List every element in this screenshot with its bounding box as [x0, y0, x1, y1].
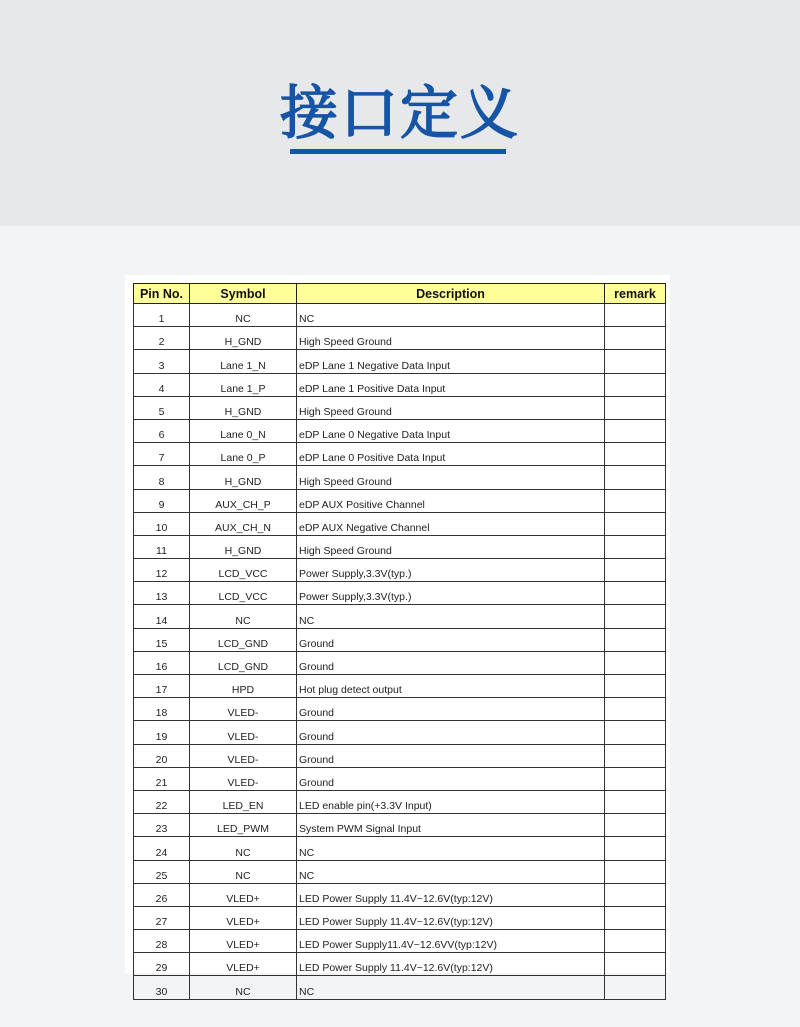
- symbol-cell: LCD_GND: [190, 628, 297, 651]
- pin-cell: 28: [134, 930, 190, 953]
- symbol-cell: LED_EN: [190, 790, 297, 813]
- symbol-cell: VLED+: [190, 953, 297, 976]
- remark-cell: [605, 860, 666, 883]
- header-pin-no: Pin No.: [134, 284, 190, 304]
- remark-cell: [605, 512, 666, 535]
- pin-cell: 23: [134, 814, 190, 837]
- remark-cell: [605, 930, 666, 953]
- table-row: [134, 675, 666, 698]
- remark-cell: [605, 350, 666, 373]
- table-row: [134, 628, 666, 651]
- table-row: [134, 814, 666, 837]
- table-row: [134, 327, 666, 350]
- symbol-cell: AUX_CH_N: [190, 512, 297, 535]
- pin-cell: 3: [134, 350, 190, 373]
- description-cell: Ground: [297, 698, 605, 721]
- description-cell: LED Power Supply 11.4V~12.6V(typ:12V): [297, 883, 605, 906]
- table-row: [134, 373, 666, 396]
- description-cell: NC: [297, 860, 605, 883]
- pin-cell: 14: [134, 605, 190, 628]
- table-row: [134, 396, 666, 419]
- table-row: [134, 419, 666, 442]
- pin-cell: 13: [134, 582, 190, 605]
- pin-cell: 18: [134, 698, 190, 721]
- symbol-cell: H_GND: [190, 396, 297, 419]
- symbol-cell: Lane 0_P: [190, 443, 297, 466]
- remark-cell: [605, 675, 666, 698]
- table-row: [134, 559, 666, 582]
- remark-cell: [605, 419, 666, 442]
- pin-cell: 6: [134, 419, 190, 442]
- table-row: [134, 582, 666, 605]
- header-remark: remark: [605, 284, 666, 304]
- pin-cell: 4: [134, 373, 190, 396]
- symbol-cell: NC: [190, 304, 297, 327]
- description-cell: LED Power Supply11.4V~12.6VV(typ:12V): [297, 930, 605, 953]
- remark-cell: [605, 489, 666, 512]
- remark-cell: [605, 976, 666, 999]
- pin-cell: 7: [134, 443, 190, 466]
- symbol-cell: VLED+: [190, 883, 297, 906]
- pin-cell: 19: [134, 721, 190, 744]
- description-cell: High Speed Ground: [297, 535, 605, 558]
- remark-cell: [605, 466, 666, 489]
- remark-cell: [605, 767, 666, 790]
- header-banner: [0, 0, 800, 226]
- pin-cell: 20: [134, 744, 190, 767]
- remark-cell: [605, 582, 666, 605]
- symbol-cell: VLED+: [190, 906, 297, 929]
- table-row: [134, 443, 666, 466]
- pin-cell: 10: [134, 512, 190, 535]
- symbol-cell: VLED+: [190, 930, 297, 953]
- remark-cell: [605, 721, 666, 744]
- table-row: [134, 860, 666, 883]
- remark-cell: [605, 906, 666, 929]
- description-cell: eDP AUX Negative Channel: [297, 512, 605, 535]
- pin-cell: 30: [134, 976, 190, 999]
- symbol-cell: Lane 1_P: [190, 373, 297, 396]
- table-row: [134, 535, 666, 558]
- symbol-cell: LED_PWM: [190, 814, 297, 837]
- description-cell: LED Power Supply 11.4V~12.6V(typ:12V): [297, 953, 605, 976]
- description-cell: eDP Lane 0 Negative Data Input: [297, 419, 605, 442]
- pin-cell: 22: [134, 790, 190, 813]
- pin-cell: 24: [134, 837, 190, 860]
- remark-cell: [605, 559, 666, 582]
- remark-cell: [605, 698, 666, 721]
- symbol-cell: NC: [190, 837, 297, 860]
- description-cell: Ground: [297, 721, 605, 744]
- remark-cell: [605, 837, 666, 860]
- symbol-cell: Lane 1_N: [190, 350, 297, 373]
- pin-cell: 26: [134, 883, 190, 906]
- table-row: [134, 605, 666, 628]
- pin-table-sheet: [125, 275, 670, 998]
- pin-cell: 9: [134, 489, 190, 512]
- table-row: [134, 767, 666, 790]
- pin-cell: 17: [134, 675, 190, 698]
- description-cell: Ground: [297, 744, 605, 767]
- pin-cell: 11: [134, 535, 190, 558]
- table-row: [134, 721, 666, 744]
- symbol-cell: NC: [190, 976, 297, 999]
- description-cell: Ground: [297, 767, 605, 790]
- pin-cell: 29: [134, 953, 190, 976]
- pin-cell: 15: [134, 628, 190, 651]
- symbol-cell: LCD_GND: [190, 651, 297, 674]
- remark-cell: [605, 373, 666, 396]
- table-row: [134, 953, 666, 976]
- table-row: [134, 790, 666, 813]
- pin-cell: 27: [134, 906, 190, 929]
- remark-cell: [605, 443, 666, 466]
- remark-cell: [605, 605, 666, 628]
- table-row: [134, 930, 666, 953]
- symbol-cell: VLED-: [190, 767, 297, 790]
- table-row: [134, 698, 666, 721]
- description-cell: NC: [297, 837, 605, 860]
- remark-cell: [605, 953, 666, 976]
- page-title: 接口定义: [279, 79, 520, 147]
- table-row: [134, 304, 666, 327]
- description-cell: Power Supply,3.3V(typ.): [297, 582, 605, 605]
- symbol-cell: LCD_VCC: [190, 582, 297, 605]
- description-cell: High Speed Ground: [297, 396, 605, 419]
- description-cell: eDP Lane 1 Positive Data Input: [297, 373, 605, 396]
- table-row: [134, 976, 666, 999]
- description-cell: System PWM Signal Input: [297, 814, 605, 837]
- symbol-cell: Lane 0_N: [190, 419, 297, 442]
- symbol-cell: HPD: [190, 675, 297, 698]
- remark-cell: [605, 327, 666, 350]
- title-underline: [290, 149, 506, 154]
- remark-cell: [605, 814, 666, 837]
- description-cell: NC: [297, 304, 605, 327]
- symbol-cell: NC: [190, 605, 297, 628]
- table-row: [134, 906, 666, 929]
- remark-cell: [605, 396, 666, 419]
- symbol-cell: VLED-: [190, 698, 297, 721]
- description-cell: eDP AUX Positive Channel: [297, 489, 605, 512]
- description-cell: eDP Lane 1 Negative Data Input: [297, 350, 605, 373]
- symbol-cell: H_GND: [190, 466, 297, 489]
- remark-cell: [605, 628, 666, 651]
- description-cell: LED Power Supply 11.4V~12.6V(typ:12V): [297, 906, 605, 929]
- pin-definition-table: [133, 283, 666, 1000]
- header-symbol: Symbol: [190, 284, 297, 304]
- table-row: [134, 466, 666, 489]
- description-cell: eDP Lane 0 Positive Data Input: [297, 443, 605, 466]
- description-cell: LED enable pin(+3.3V Input): [297, 790, 605, 813]
- description-cell: High Speed Ground: [297, 466, 605, 489]
- symbol-cell: VLED-: [190, 744, 297, 767]
- description-cell: NC: [297, 976, 605, 999]
- description-cell: Ground: [297, 651, 605, 674]
- table-row: [134, 350, 666, 373]
- symbol-cell: NC: [190, 860, 297, 883]
- description-cell: Power Supply,3.3V(typ.): [297, 559, 605, 582]
- table-row: [134, 512, 666, 535]
- pin-cell: 1: [134, 304, 190, 327]
- description-cell: NC: [297, 605, 605, 628]
- description-cell: Hot plug detect output: [297, 675, 605, 698]
- pin-cell: 12: [134, 559, 190, 582]
- symbol-cell: AUX_CH_P: [190, 489, 297, 512]
- symbol-cell: VLED-: [190, 721, 297, 744]
- table-row: [134, 651, 666, 674]
- pin-cell: 25: [134, 860, 190, 883]
- remark-cell: [605, 883, 666, 906]
- description-cell: High Speed Ground: [297, 327, 605, 350]
- pin-cell: 5: [134, 396, 190, 419]
- table-row: [134, 489, 666, 512]
- symbol-cell: H_GND: [190, 535, 297, 558]
- pin-cell: 8: [134, 466, 190, 489]
- symbol-cell: LCD_VCC: [190, 559, 297, 582]
- remark-cell: [605, 790, 666, 813]
- remark-cell: [605, 535, 666, 558]
- table-row: [134, 744, 666, 767]
- pin-cell: 21: [134, 767, 190, 790]
- pin-cell: 2: [134, 327, 190, 350]
- table-row: [134, 883, 666, 906]
- header-description: Description: [297, 284, 605, 304]
- pin-cell: 16: [134, 651, 190, 674]
- symbol-cell: H_GND: [190, 327, 297, 350]
- remark-cell: [605, 304, 666, 327]
- table-header-row: [134, 284, 666, 304]
- remark-cell: [605, 744, 666, 767]
- remark-cell: [605, 651, 666, 674]
- description-cell: Ground: [297, 628, 605, 651]
- table-row: [134, 837, 666, 860]
